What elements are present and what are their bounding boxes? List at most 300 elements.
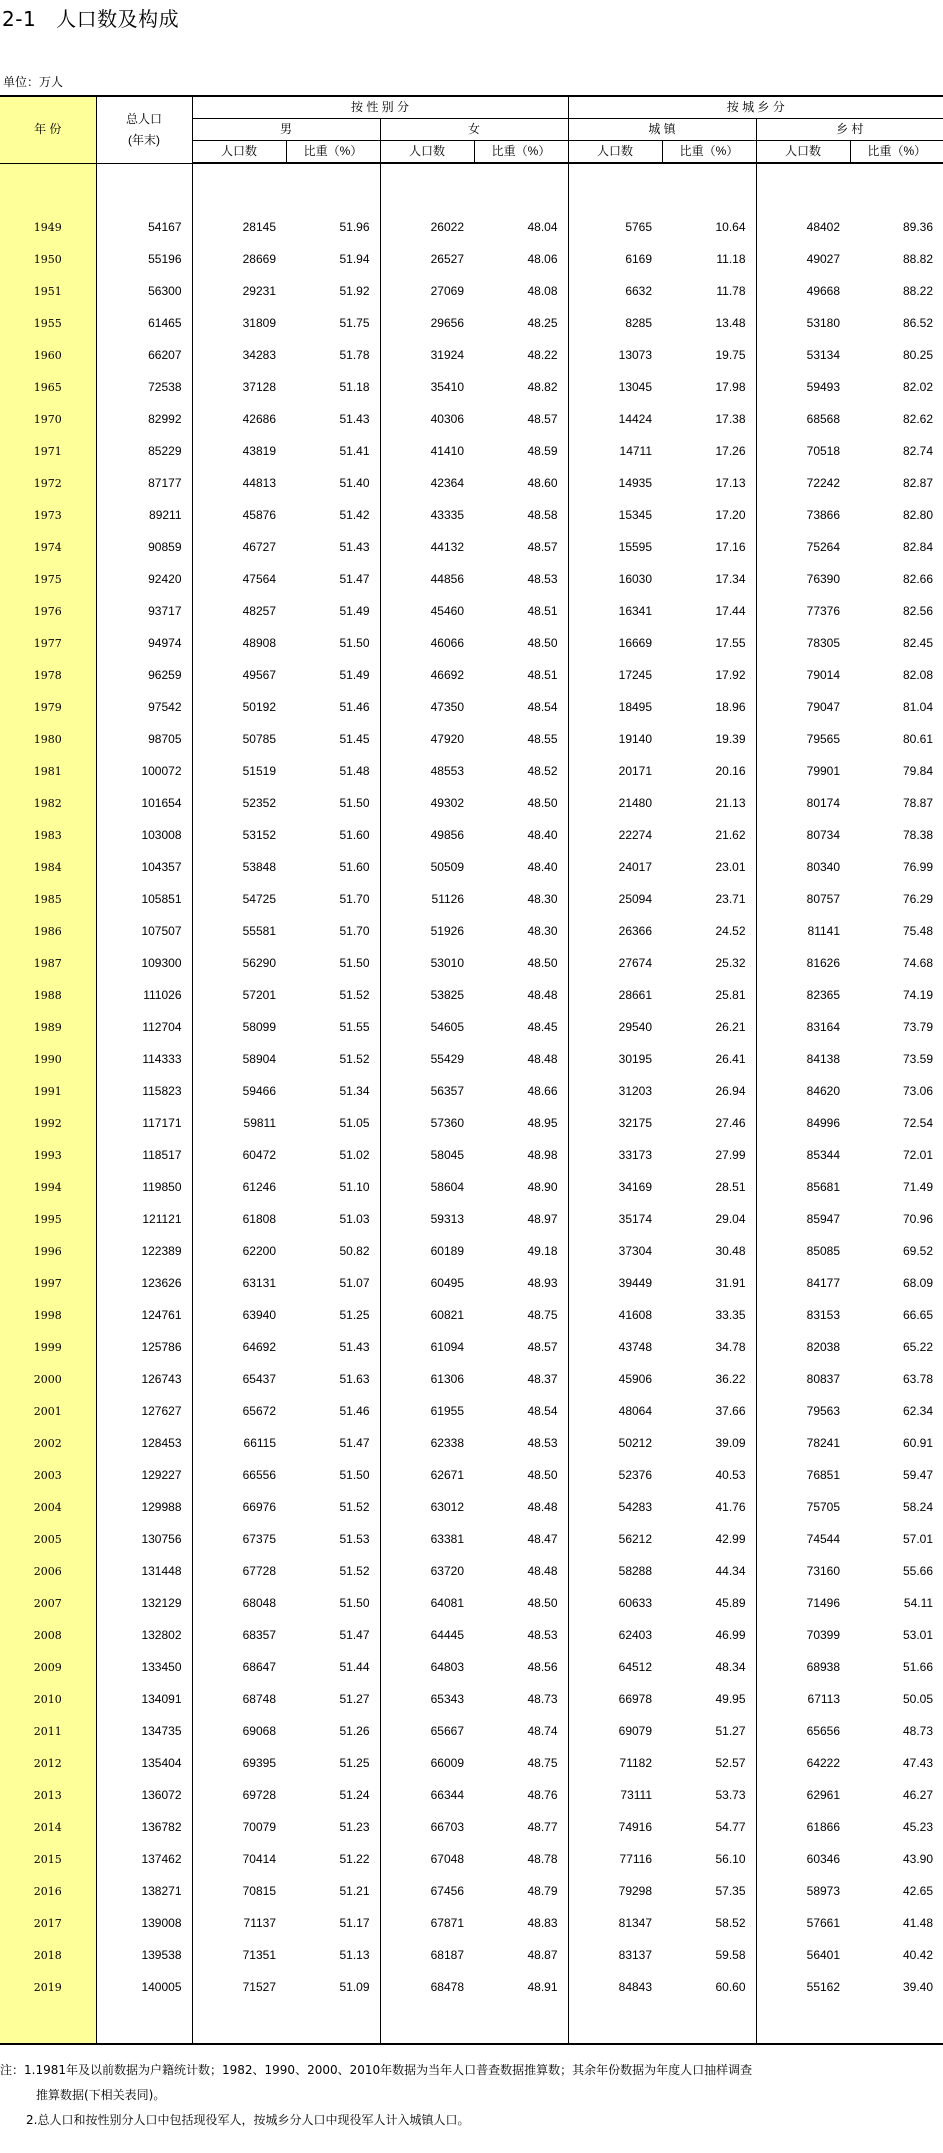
- table-row: [0, 1683, 943, 1715]
- total-cell: 55196: [96, 243, 192, 275]
- rural-ratio-cell: 59.47: [903, 1468, 934, 1482]
- female-pop-cell: 63381: [380, 1523, 474, 1555]
- urban-pop-cell: 16341: [568, 595, 662, 627]
- male-pop-cell: 70414: [192, 1843, 286, 1875]
- year-cell: 2017: [0, 1907, 96, 1939]
- urban-pop-cell: 37304: [568, 1235, 662, 1267]
- urban-ratio-cell: 26.21: [662, 1011, 756, 1043]
- table-row: [0, 1619, 943, 1651]
- urban-pop-cell: 33173: [568, 1139, 662, 1171]
- rural-ratio-cell: 66.65: [903, 1308, 934, 1322]
- urban-pop-cell: 22274: [568, 819, 662, 851]
- rural-pop-cell: 62961: [756, 1779, 850, 1811]
- total-cell: 94974: [96, 627, 192, 659]
- rural-pop-cell: 76851: [756, 1459, 850, 1491]
- rural-ratio-cell: 82.84: [903, 540, 934, 554]
- total-cell: 122389: [96, 1235, 192, 1267]
- year-cell: 1993: [0, 1139, 96, 1171]
- rural-pop-cell: 84138: [756, 1043, 850, 1075]
- year-cell: 1987: [0, 947, 96, 979]
- male-pop-cell: 62200: [192, 1235, 286, 1267]
- urban-ratio-cell: 42.99: [662, 1523, 756, 1555]
- rural-pop-cell: 55162: [756, 1971, 850, 2003]
- urban-pop-cell: 45906: [568, 1363, 662, 1395]
- year-cell: 2011: [0, 1715, 96, 1747]
- rural-pop-cell: 49668: [756, 275, 850, 307]
- total-cell: 136072: [96, 1779, 192, 1811]
- total-cell: 134091: [96, 1683, 192, 1715]
- male-ratio-cell: 51.70: [286, 883, 380, 915]
- urban-ratio-cell: 40.53: [662, 1459, 756, 1491]
- rural-pop-cell: 79901: [756, 755, 850, 787]
- total-header-line1: 总人口: [125, 111, 162, 126]
- table-row: [0, 403, 943, 435]
- rural-pop-cell: 80734: [756, 819, 850, 851]
- male-ratio-cell: 51.60: [286, 819, 380, 851]
- urban-pop-cell: 39449: [568, 1267, 662, 1299]
- table-row: [0, 723, 943, 755]
- year-cell: 1977: [0, 627, 96, 659]
- male-ratio-cell: 51.50: [286, 1587, 380, 1619]
- urban-pop-cell: 60633: [568, 1587, 662, 1619]
- female-ratio-cell: 48.25: [474, 307, 568, 339]
- male-ratio-cell: 51.78: [286, 339, 380, 371]
- urban-pop-cell: 79298: [568, 1875, 662, 1907]
- female-pop-cell: 58604: [380, 1171, 474, 1203]
- male-ratio-cell: 51.50: [286, 787, 380, 819]
- total-cell: 92420: [96, 563, 192, 595]
- total-cell: 112704: [96, 1011, 192, 1043]
- table-title: [2, 3, 179, 32]
- female-ratio-cell: 48.48: [474, 1043, 568, 1075]
- male-ratio-cell: 51.10: [286, 1171, 380, 1203]
- total-cell: 132129: [96, 1587, 192, 1619]
- female-population-header: 人口数: [380, 141, 474, 164]
- male-pop-cell: 43819: [192, 435, 286, 467]
- female-pop-cell: 47350: [380, 691, 474, 723]
- rural-ratio-cell: 82.87: [903, 476, 934, 490]
- rural-ratio-cell: 51.66: [903, 1660, 934, 1674]
- male-pop-cell: 51519: [192, 755, 286, 787]
- urban-ratio-cell: 44.34: [662, 1555, 756, 1587]
- male-pop-cell: 52352: [192, 787, 286, 819]
- urban-ratio-cell: 41.76: [662, 1491, 756, 1523]
- female-pop-cell: 63720: [380, 1555, 474, 1587]
- urban-pop-cell: 14424: [568, 403, 662, 435]
- rural-pop-cell: 84177: [756, 1267, 850, 1299]
- table-row: [0, 595, 943, 627]
- female-pop-cell: 59313: [380, 1203, 474, 1235]
- male-ratio-cell: 51.41: [286, 435, 380, 467]
- table-row: [0, 787, 943, 819]
- urban-pop-cell: 32175: [568, 1107, 662, 1139]
- urban-pop-cell: 73111: [568, 1779, 662, 1811]
- urban-ratio-cell: 23.01: [662, 851, 756, 883]
- female-ratio-cell: 48.87: [474, 1939, 568, 1971]
- year-cell: 1985: [0, 883, 96, 915]
- table-row: [0, 1107, 943, 1139]
- male-pop-cell: 48908: [192, 627, 286, 659]
- rural-ratio-cell: 45.23: [903, 1820, 934, 1834]
- table-row: [0, 243, 943, 275]
- female-ratio-cell: 48.74: [474, 1715, 568, 1747]
- male-ratio-cell: 51.25: [286, 1747, 380, 1779]
- female-ratio-cell: 48.30: [474, 883, 568, 915]
- female-pop-cell: 40306: [380, 403, 474, 435]
- rural-population-header: 人口数: [756, 141, 850, 164]
- table-row: [0, 979, 943, 1011]
- female-ratio-cell: 48.91: [474, 1971, 568, 2003]
- male-ratio-cell: 51.60: [286, 851, 380, 883]
- table-row: [0, 1843, 943, 1875]
- rural-pop-cell: 68568: [756, 403, 850, 435]
- male-ratio-cell: 51.09: [286, 1971, 380, 2003]
- urban-ratio-cell: 23.71: [662, 883, 756, 915]
- male-ratio-cell: 51.49: [286, 595, 380, 627]
- female-ratio-cell: 48.50: [474, 1587, 568, 1619]
- rural-ratio-cell: 58.24: [903, 1500, 934, 1514]
- male-ratio-cell: 51.43: [286, 531, 380, 563]
- rural-pop-cell: 49027: [756, 243, 850, 275]
- rural-pop-cell: 83153: [756, 1299, 850, 1331]
- male-ratio-cell: 51.70: [286, 915, 380, 947]
- female-pop-cell: 64803: [380, 1651, 474, 1683]
- female-ratio-cell: 48.40: [474, 851, 568, 883]
- urban-ratio-cell: 17.34: [662, 563, 756, 595]
- table-row: [0, 1811, 943, 1843]
- female-pop-cell: 55429: [380, 1043, 474, 1075]
- total-cell: 87177: [96, 467, 192, 499]
- urban-ratio-cell: 29.04: [662, 1203, 756, 1235]
- year-cell: 1951: [0, 275, 96, 307]
- table-row: [0, 915, 943, 947]
- rural-pop-cell: 79563: [756, 1395, 850, 1427]
- total-cell: 126743: [96, 1363, 192, 1395]
- table-row: [0, 1427, 943, 1459]
- rural-pop-cell: 79014: [756, 659, 850, 691]
- female-pop-cell: 31924: [380, 339, 474, 371]
- total-cell: 115823: [96, 1075, 192, 1107]
- female-ratio-cell: 48.50: [474, 627, 568, 659]
- female-ratio-cell: 48.66: [474, 1075, 568, 1107]
- female-pop-cell: 62671: [380, 1459, 474, 1491]
- female-ratio-cell: 48.58: [474, 499, 568, 531]
- urban-ratio-cell: 37.66: [662, 1395, 756, 1427]
- year-cell: 2002: [0, 1427, 96, 1459]
- table-row: [0, 1747, 943, 1779]
- rural-ratio-cell: 79.84: [903, 764, 934, 778]
- table-row: [0, 947, 943, 979]
- female-pop-cell: 26527: [380, 243, 474, 275]
- total-cell: 124761: [96, 1299, 192, 1331]
- male-ratio-cell: 51.34: [286, 1075, 380, 1107]
- urban-ratio-cell: 31.91: [662, 1267, 756, 1299]
- total-cell: 135404: [96, 1747, 192, 1779]
- total-cell: 61465: [96, 307, 192, 339]
- urban-ratio-cell: 21.13: [662, 787, 756, 819]
- rural-pop-cell: 79047: [756, 691, 850, 723]
- male-ratio-header: 比重（%）: [286, 141, 380, 164]
- table-row: [0, 1875, 943, 1907]
- rural-ratio-cell: 69.52: [903, 1244, 934, 1258]
- total-cell: 98705: [96, 723, 192, 755]
- male-pop-cell: 54725: [192, 883, 286, 915]
- urban-pop-cell: 34169: [568, 1171, 662, 1203]
- female-ratio-cell: 48.78: [474, 1843, 568, 1875]
- male-pop-cell: 28669: [192, 243, 286, 275]
- year-cell: 1992: [0, 1107, 96, 1139]
- urban-ratio-cell: 57.35: [662, 1875, 756, 1907]
- male-pop-cell: 69068: [192, 1715, 286, 1747]
- urban-pop-cell: 64512: [568, 1651, 662, 1683]
- urban-pop-cell: 77116: [568, 1843, 662, 1875]
- urban-pop-cell: 13073: [568, 339, 662, 371]
- male-ratio-cell: 51.43: [286, 403, 380, 435]
- female-ratio-cell: 48.57: [474, 1331, 568, 1363]
- female-header: 女: [380, 119, 568, 141]
- total-cell: 127627: [96, 1395, 192, 1427]
- male-pop-cell: 34283: [192, 339, 286, 371]
- rural-pop-cell: 48402: [756, 211, 850, 243]
- female-ratio-cell: 48.95: [474, 1107, 568, 1139]
- female-pop-cell: 66703: [380, 1811, 474, 1843]
- female-ratio-cell: 48.08: [474, 275, 568, 307]
- year-cell: 1965: [0, 371, 96, 403]
- urban-pop-cell: 19140: [568, 723, 662, 755]
- urban-pop-cell: 84843: [568, 1971, 662, 2003]
- urban-ratio-cell: 17.38: [662, 403, 756, 435]
- female-pop-cell: 49856: [380, 819, 474, 851]
- rural-pop-cell: 75264: [756, 531, 850, 563]
- table-row: [0, 1715, 943, 1747]
- female-ratio-cell: 48.51: [474, 595, 568, 627]
- male-ratio-cell: 51.46: [286, 691, 380, 723]
- total-cell: 119850: [96, 1171, 192, 1203]
- table-row: [0, 1939, 943, 1971]
- urban-pop-cell: 15595: [568, 531, 662, 563]
- urban-ratio-cell: 10.64: [662, 211, 756, 243]
- table-row: [0, 1331, 943, 1363]
- female-ratio-cell: 48.48: [474, 1491, 568, 1523]
- male-pop-cell: 71527: [192, 1971, 286, 2003]
- urban-pop-cell: 21480: [568, 787, 662, 819]
- urban-pop-cell: 31203: [568, 1075, 662, 1107]
- female-ratio-cell: 48.50: [474, 1459, 568, 1491]
- rural-ratio-cell: 42.65: [903, 1884, 934, 1898]
- table-row: [0, 307, 943, 339]
- female-pop-cell: 50509: [380, 851, 474, 883]
- total-cell: 105851: [96, 883, 192, 915]
- total-cell: 66207: [96, 339, 192, 371]
- female-pop-cell: 53010: [380, 947, 474, 979]
- male-ratio-cell: 51.47: [286, 563, 380, 595]
- rural-ratio-cell: 76.29: [903, 892, 934, 906]
- urban-ratio-cell: 30.48: [662, 1235, 756, 1267]
- rural-ratio-cell: 82.08: [903, 668, 934, 682]
- rural-pop-cell: 60346: [756, 1843, 850, 1875]
- table-row: [0, 1171, 943, 1203]
- table-row: [0, 1907, 943, 1939]
- urban-ratio-cell: 17.20: [662, 499, 756, 531]
- urban-pop-cell: 69079: [568, 1715, 662, 1747]
- male-ratio-cell: 51.92: [286, 275, 380, 307]
- urban-ratio-cell: 52.57: [662, 1747, 756, 1779]
- urban-ratio-cell: 58.52: [662, 1907, 756, 1939]
- female-ratio-cell: 48.93: [474, 1267, 568, 1299]
- male-pop-cell: 71137: [192, 1907, 286, 1939]
- rural-pop-cell: 70399: [756, 1619, 850, 1651]
- rural-pop-cell: 80837: [756, 1363, 850, 1395]
- table-row: [0, 1043, 943, 1075]
- rural-ratio-cell: 55.66: [903, 1564, 934, 1578]
- female-pop-cell: 60189: [380, 1235, 474, 1267]
- table-row: [0, 1235, 943, 1267]
- total-cell: 121121: [96, 1203, 192, 1235]
- rural-pop-cell: 81141: [756, 915, 850, 947]
- rural-pop-cell: 82365: [756, 979, 850, 1011]
- total-cell: 132802: [96, 1619, 192, 1651]
- male-pop-cell: 66556: [192, 1459, 286, 1491]
- rural-pop-cell: 70518: [756, 435, 850, 467]
- rural-pop-cell: 85085: [756, 1235, 850, 1267]
- rural-pop-cell: 58973: [756, 1875, 850, 1907]
- urban-ratio-cell: 13.48: [662, 307, 756, 339]
- year-cell: 2015: [0, 1843, 96, 1875]
- year-cell: 1960: [0, 339, 96, 371]
- male-pop-cell: 63940: [192, 1299, 286, 1331]
- male-ratio-cell: 51.17: [286, 1907, 380, 1939]
- note-1-continued: 推算数据(下相关表同)。: [36, 2088, 166, 2102]
- urban-ratio-cell: 60.60: [662, 1971, 756, 2003]
- total-cell: 107507: [96, 915, 192, 947]
- urban-ratio-cell: 33.35: [662, 1299, 756, 1331]
- rural-ratio-cell: 86.52: [903, 316, 934, 330]
- table-row: [0, 371, 943, 403]
- male-ratio-cell: 51.75: [286, 307, 380, 339]
- rural-pop-cell: 80757: [756, 883, 850, 915]
- urban-pop-cell: 81347: [568, 1907, 662, 1939]
- male-pop-cell: 68647: [192, 1651, 286, 1683]
- total-cell: 118517: [96, 1139, 192, 1171]
- male-pop-cell: 58099: [192, 1011, 286, 1043]
- total-cell: 114333: [96, 1043, 192, 1075]
- table-row: [0, 851, 943, 883]
- urban-ratio-cell: 17.55: [662, 627, 756, 659]
- year-cell: 1988: [0, 979, 96, 1011]
- total-cell: 56300: [96, 275, 192, 307]
- female-pop-cell: 66344: [380, 1779, 474, 1811]
- total-cell: 111026: [96, 979, 192, 1011]
- urban-ratio-cell: 17.26: [662, 435, 756, 467]
- year-cell: 1984: [0, 851, 96, 883]
- female-pop-cell: 43335: [380, 499, 474, 531]
- male-ratio-cell: 51.94: [286, 243, 380, 275]
- rural-ratio-cell: 40.42: [903, 1948, 934, 1962]
- rural-pop-cell: 78241: [756, 1427, 850, 1459]
- urban-ratio-cell: 26.94: [662, 1075, 756, 1107]
- female-pop-cell: 46692: [380, 659, 474, 691]
- total-cell: 101654: [96, 787, 192, 819]
- table-row: [0, 883, 943, 915]
- rural-pop-cell: 56401: [756, 1939, 850, 1971]
- by-urban-rural-header: 按 城 乡 分: [568, 96, 943, 119]
- male-ratio-cell: 51.25: [286, 1299, 380, 1331]
- female-ratio-cell: 48.04: [474, 211, 568, 243]
- male-ratio-cell: 51.21: [286, 1875, 380, 1907]
- rural-ratio-cell: 74.19: [903, 988, 934, 1002]
- urban-pop-cell: 28661: [568, 979, 662, 1011]
- urban-pop-cell: 30195: [568, 1043, 662, 1075]
- rural-ratio-cell: 46.27: [903, 1788, 934, 1802]
- total-cell: 131448: [96, 1555, 192, 1587]
- urban-pop-cell: 26366: [568, 915, 662, 947]
- rural-ratio-cell: 39.40: [903, 1980, 934, 1994]
- rural-ratio-cell: 41.48: [903, 1916, 934, 1930]
- male-ratio-cell: 51.07: [286, 1267, 380, 1299]
- female-pop-cell: 44856: [380, 563, 474, 595]
- rural-pop-cell: 83164: [756, 1011, 850, 1043]
- female-ratio-cell: 48.22: [474, 339, 568, 371]
- rural-ratio-cell: 82.02: [903, 380, 934, 394]
- year-cell: 1971: [0, 435, 96, 467]
- female-ratio-cell: 48.75: [474, 1299, 568, 1331]
- female-pop-cell: 57360: [380, 1107, 474, 1139]
- female-ratio-cell: 48.73: [474, 1683, 568, 1715]
- male-pop-cell: 70079: [192, 1811, 286, 1843]
- urban-pop-cell: 35174: [568, 1203, 662, 1235]
- male-pop-cell: 50785: [192, 723, 286, 755]
- female-pop-cell: 35410: [380, 371, 474, 403]
- urban-ratio-cell: 17.92: [662, 659, 756, 691]
- male-ratio-cell: 51.49: [286, 659, 380, 691]
- urban-ratio-cell: 21.62: [662, 819, 756, 851]
- unit-label: 单位：万人: [3, 75, 64, 89]
- urban-pop-cell: 41608: [568, 1299, 662, 1331]
- year-cell: 1981: [0, 755, 96, 787]
- rural-pop-cell: 64222: [756, 1747, 850, 1779]
- male-pop-cell: 67728: [192, 1555, 286, 1587]
- female-pop-cell: 51126: [380, 883, 474, 915]
- total-cell: 103008: [96, 819, 192, 851]
- female-ratio-cell: 48.06: [474, 243, 568, 275]
- urban-ratio-cell: 53.73: [662, 1779, 756, 1811]
- urban-pop-cell: 43748: [568, 1331, 662, 1363]
- rural-ratio-cell: 60.91: [903, 1436, 934, 1450]
- rural-pop-cell: 82038: [756, 1331, 850, 1363]
- year-cell: 1997: [0, 1267, 96, 1299]
- urban-pop-cell: 54283: [568, 1491, 662, 1523]
- male-pop-cell: 31809: [192, 307, 286, 339]
- table-row: [0, 1299, 943, 1331]
- male-ratio-cell: 51.02: [286, 1139, 380, 1171]
- female-ratio-cell: 48.98: [474, 1139, 568, 1171]
- rural-pop-cell: 85947: [756, 1203, 850, 1235]
- male-population-header: 人口数: [192, 141, 286, 164]
- female-pop-cell: 68478: [380, 1971, 474, 2003]
- male-ratio-cell: 51.50: [286, 947, 380, 979]
- male-ratio-cell: 51.46: [286, 1395, 380, 1427]
- male-pop-cell: 63131: [192, 1267, 286, 1299]
- total-cell: 128453: [96, 1427, 192, 1459]
- female-pop-cell: 65667: [380, 1715, 474, 1747]
- rural-pop-cell: 74544: [756, 1523, 850, 1555]
- rural-ratio-cell: 70.96: [903, 1212, 934, 1226]
- female-pop-cell: 47920: [380, 723, 474, 755]
- male-pop-cell: 67375: [192, 1523, 286, 1555]
- rural-ratio-cell: 82.56: [903, 604, 934, 618]
- female-ratio-cell: 48.48: [474, 979, 568, 1011]
- male-ratio-cell: 51.52: [286, 1043, 380, 1075]
